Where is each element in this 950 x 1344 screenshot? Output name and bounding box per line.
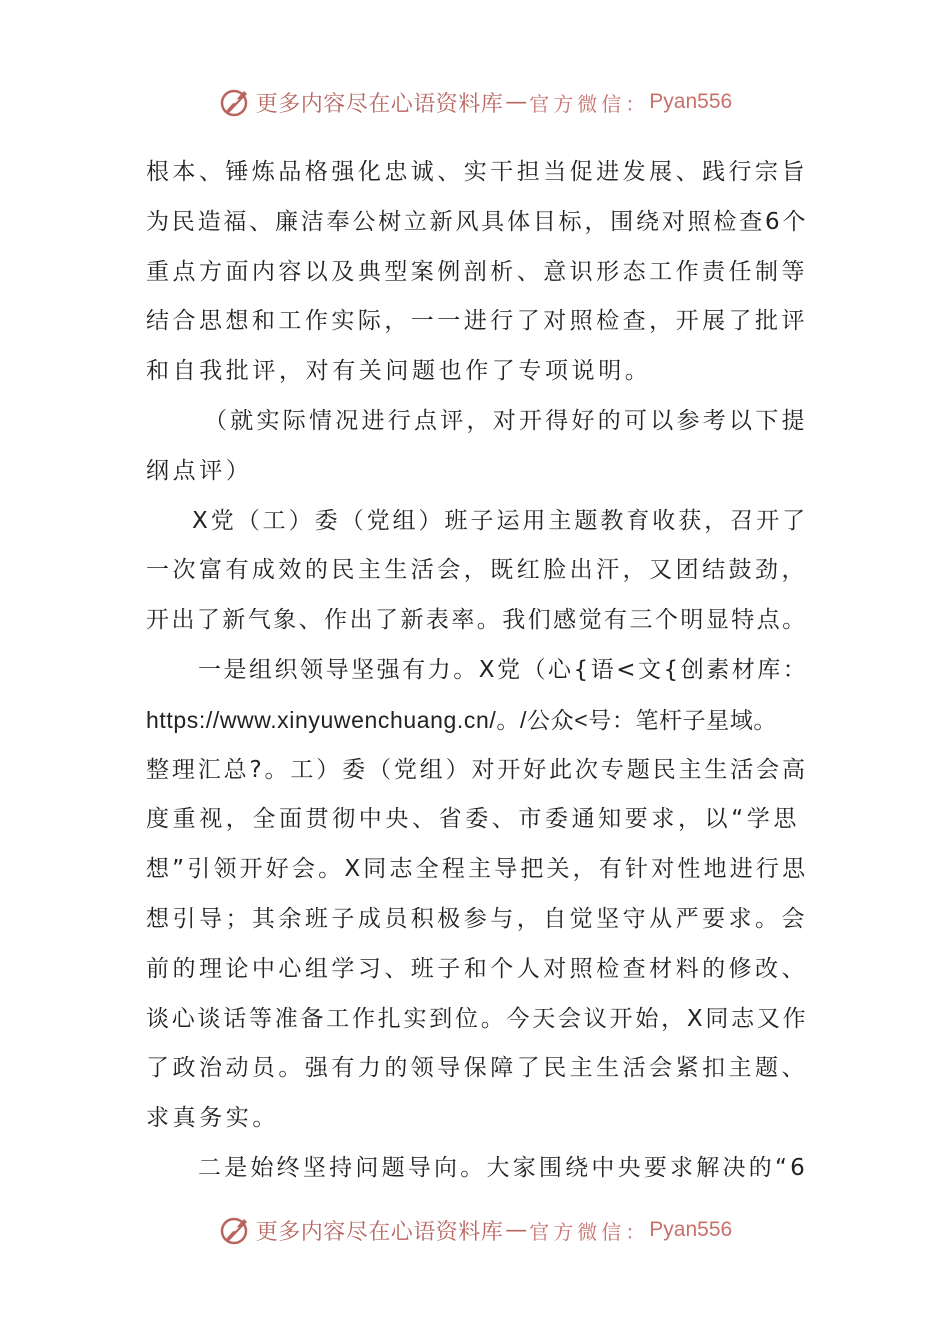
body-line: 整理汇总?。工）委（党组）对开好此次专题民主生活会高 [146, 756, 808, 783]
quill-logo-icon [218, 1213, 252, 1247]
body-line: 求真务实。 [146, 1105, 279, 1132]
banner-dash: — [505, 89, 528, 115]
body-line: 一是组织领导坚强有力。X党（心{语<文{创素材库： [198, 656, 809, 683]
body-line: 想”引领开好会。X同志全程主导把关，有针对性地进行思 [146, 856, 809, 883]
body-line: 纲点评） [146, 457, 253, 484]
body-line: 了政治动员。强有力的领导保障了民主生活会紧扣主题、 [146, 1055, 808, 1082]
banner-wechat-id: Pyan556 [649, 90, 733, 113]
body-line: 谈心谈话等准备工作扎实到位。今天会议开始，X同志又作 [146, 1005, 809, 1032]
body-line: 二是始终坚持问题导向。大家围绕中央要求解决的“6 [198, 1154, 808, 1181]
body-line: 结合思想和工作实际，一一进行了对照检查，开展了批评 [146, 308, 808, 335]
quill-logo-icon [218, 85, 252, 119]
banner-dash: — [505, 1217, 528, 1243]
body-line: 想引导；其余班子成员积极参与，自觉坚守从严要求。会 [146, 905, 808, 932]
body-line: 和自我批评，对有关问题也作了专项说明。 [146, 358, 652, 385]
banner-wechat-id: Pyan556 [649, 1218, 733, 1241]
body-line: 开出了新气象、作出了新表率。我们感觉有三个明显特点。 [146, 607, 808, 634]
body-line-url: https://www.xinyuwenchuang.cn/。/公众<号：笔杆子星域。 [146, 706, 778, 733]
body-line: 前的理论中心组学习、班子和个人对照检查材料的修改、 [146, 955, 808, 982]
document-body [146, 148, 808, 1194]
body-line: 重点方面内容以及典型案例剖析、意识形态工作责任制等 [146, 258, 808, 285]
body-line: 一次富有成效的民主生活会，既红脸出汗，又团结鼓劲， [146, 557, 808, 584]
body-line: 根本、锤炼品格强化忠诚、实干担当促进发展、践行宗旨 [146, 159, 808, 185]
body-line: 为民造福、廉洁奉公树立新风具体目标，围绕对照检查6个 [146, 208, 809, 235]
banner-official-label: 官方微信： [529, 1219, 650, 1244]
banner-brand: 更多内容尽在心语资料库 [255, 91, 504, 117]
body-line: X党（工）委（党组）班子运用主题教育收获，召开了 [192, 507, 809, 534]
header-banner [0, 82, 950, 122]
banner-brand: 更多内容尽在心语资料库 [255, 1219, 504, 1245]
body-line: （就实际情况进行点评，对开得好的可以参考以下提 [204, 407, 808, 434]
body-line: 度重视，全面贯彻中央、省委、市委通知要求，以“学思 [146, 806, 800, 833]
footer-banner [0, 1210, 950, 1250]
banner-official-label: 官方微信： [529, 91, 650, 116]
